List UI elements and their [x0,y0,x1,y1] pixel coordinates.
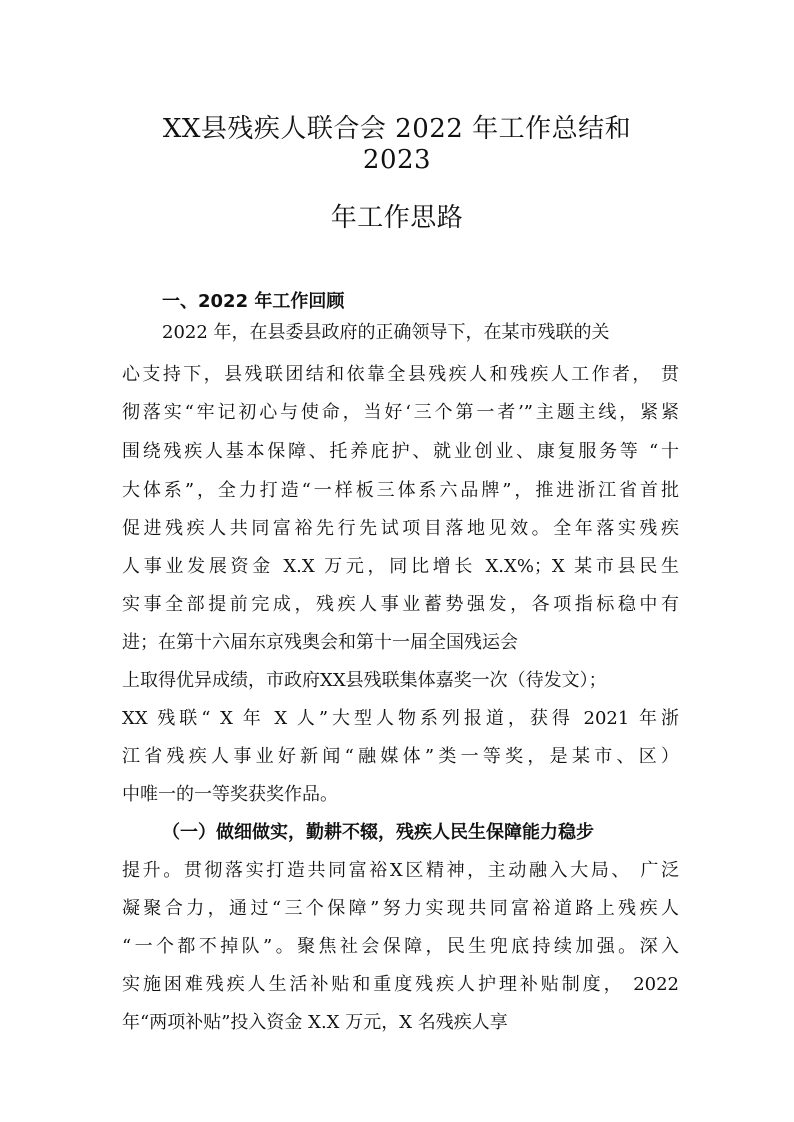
paragraph-line: 进；在第十六届东京残奥会和第十一届全国残运会 [122,632,518,653]
paragraph-line: 人事业发展资金 X.X 万元，同比增长 X.X%；X 某市县民生 [122,556,679,577]
paragraph-line: 大体系”，全力打造“一样板三体系六品牌”，推进浙江省首批 [122,480,679,501]
paragraph-line: 实事全部提前完成，残疾人事业蓄势强发，各项指标稳中有 [122,594,679,615]
section-heading: 一、2022 年工作回顾 [162,291,345,312]
paragraph-line: 凝聚合力，通过“三个保障”努力实现共同富裕道路上残疾人 [122,898,679,919]
paragraph-line: 彻落实“牢记初心与使命，当好‘三个第一者’”主题主线，紧紧 [122,402,679,423]
paragraph-line: 围绕残疾人基本保障、托养庇护、就业创业、康复服务等 “十 [122,441,679,462]
paragraph-line: 促进残疾人共同富裕先行先试项目落地见效。全年落实残疾 [122,518,679,539]
paragraph-line: 中唯一的一等奖获奖作品。 [122,784,338,805]
paragraph-line: “一个都不掉队”。聚焦社会保障，民生兜底持续加强。深入 [122,936,679,957]
paragraph-line: 上取得优异成绩，市政府XX县残联集体嘉奖一次（待发文）； [122,670,607,691]
paragraph-line: 2022 年，在县委县政府的正确领导下，在某市残联的关 [162,322,610,343]
paragraph-line: 提升。贯彻落实打造共同富裕X区精神，主动融入大局、 广泛 [122,860,679,881]
document-title-line-1: XX县残疾人联合会 2022 年工作总结和 [162,114,632,144]
paragraph-line: 江省残疾人事业好新闻“融媒体”类一等奖，是某市、区） [122,746,679,767]
paragraph-line: 年“两项补贴”投入资金 X.X 万元，X 名残疾人享 [122,1012,508,1033]
document-title-line-2: 2023 [362,145,432,175]
document-title-line-3: 年工作思路 [330,203,464,233]
paragraph-line: 心支持下，县残联团结和依靠全县残疾人和残疾人工作者， 贯 [122,364,679,385]
subsection-heading-line: （一）做细做实，勤耕不辍，残疾人民生保障能力稳步 [162,822,594,843]
paragraph-line: XX 残联“ X 年 X 人”大型人物系列报道，获得 2021 年浙 [122,708,679,729]
paragraph-line: 实施困难残疾人生活补贴和重度残疾人护理补贴制度， 2022 [122,974,679,995]
